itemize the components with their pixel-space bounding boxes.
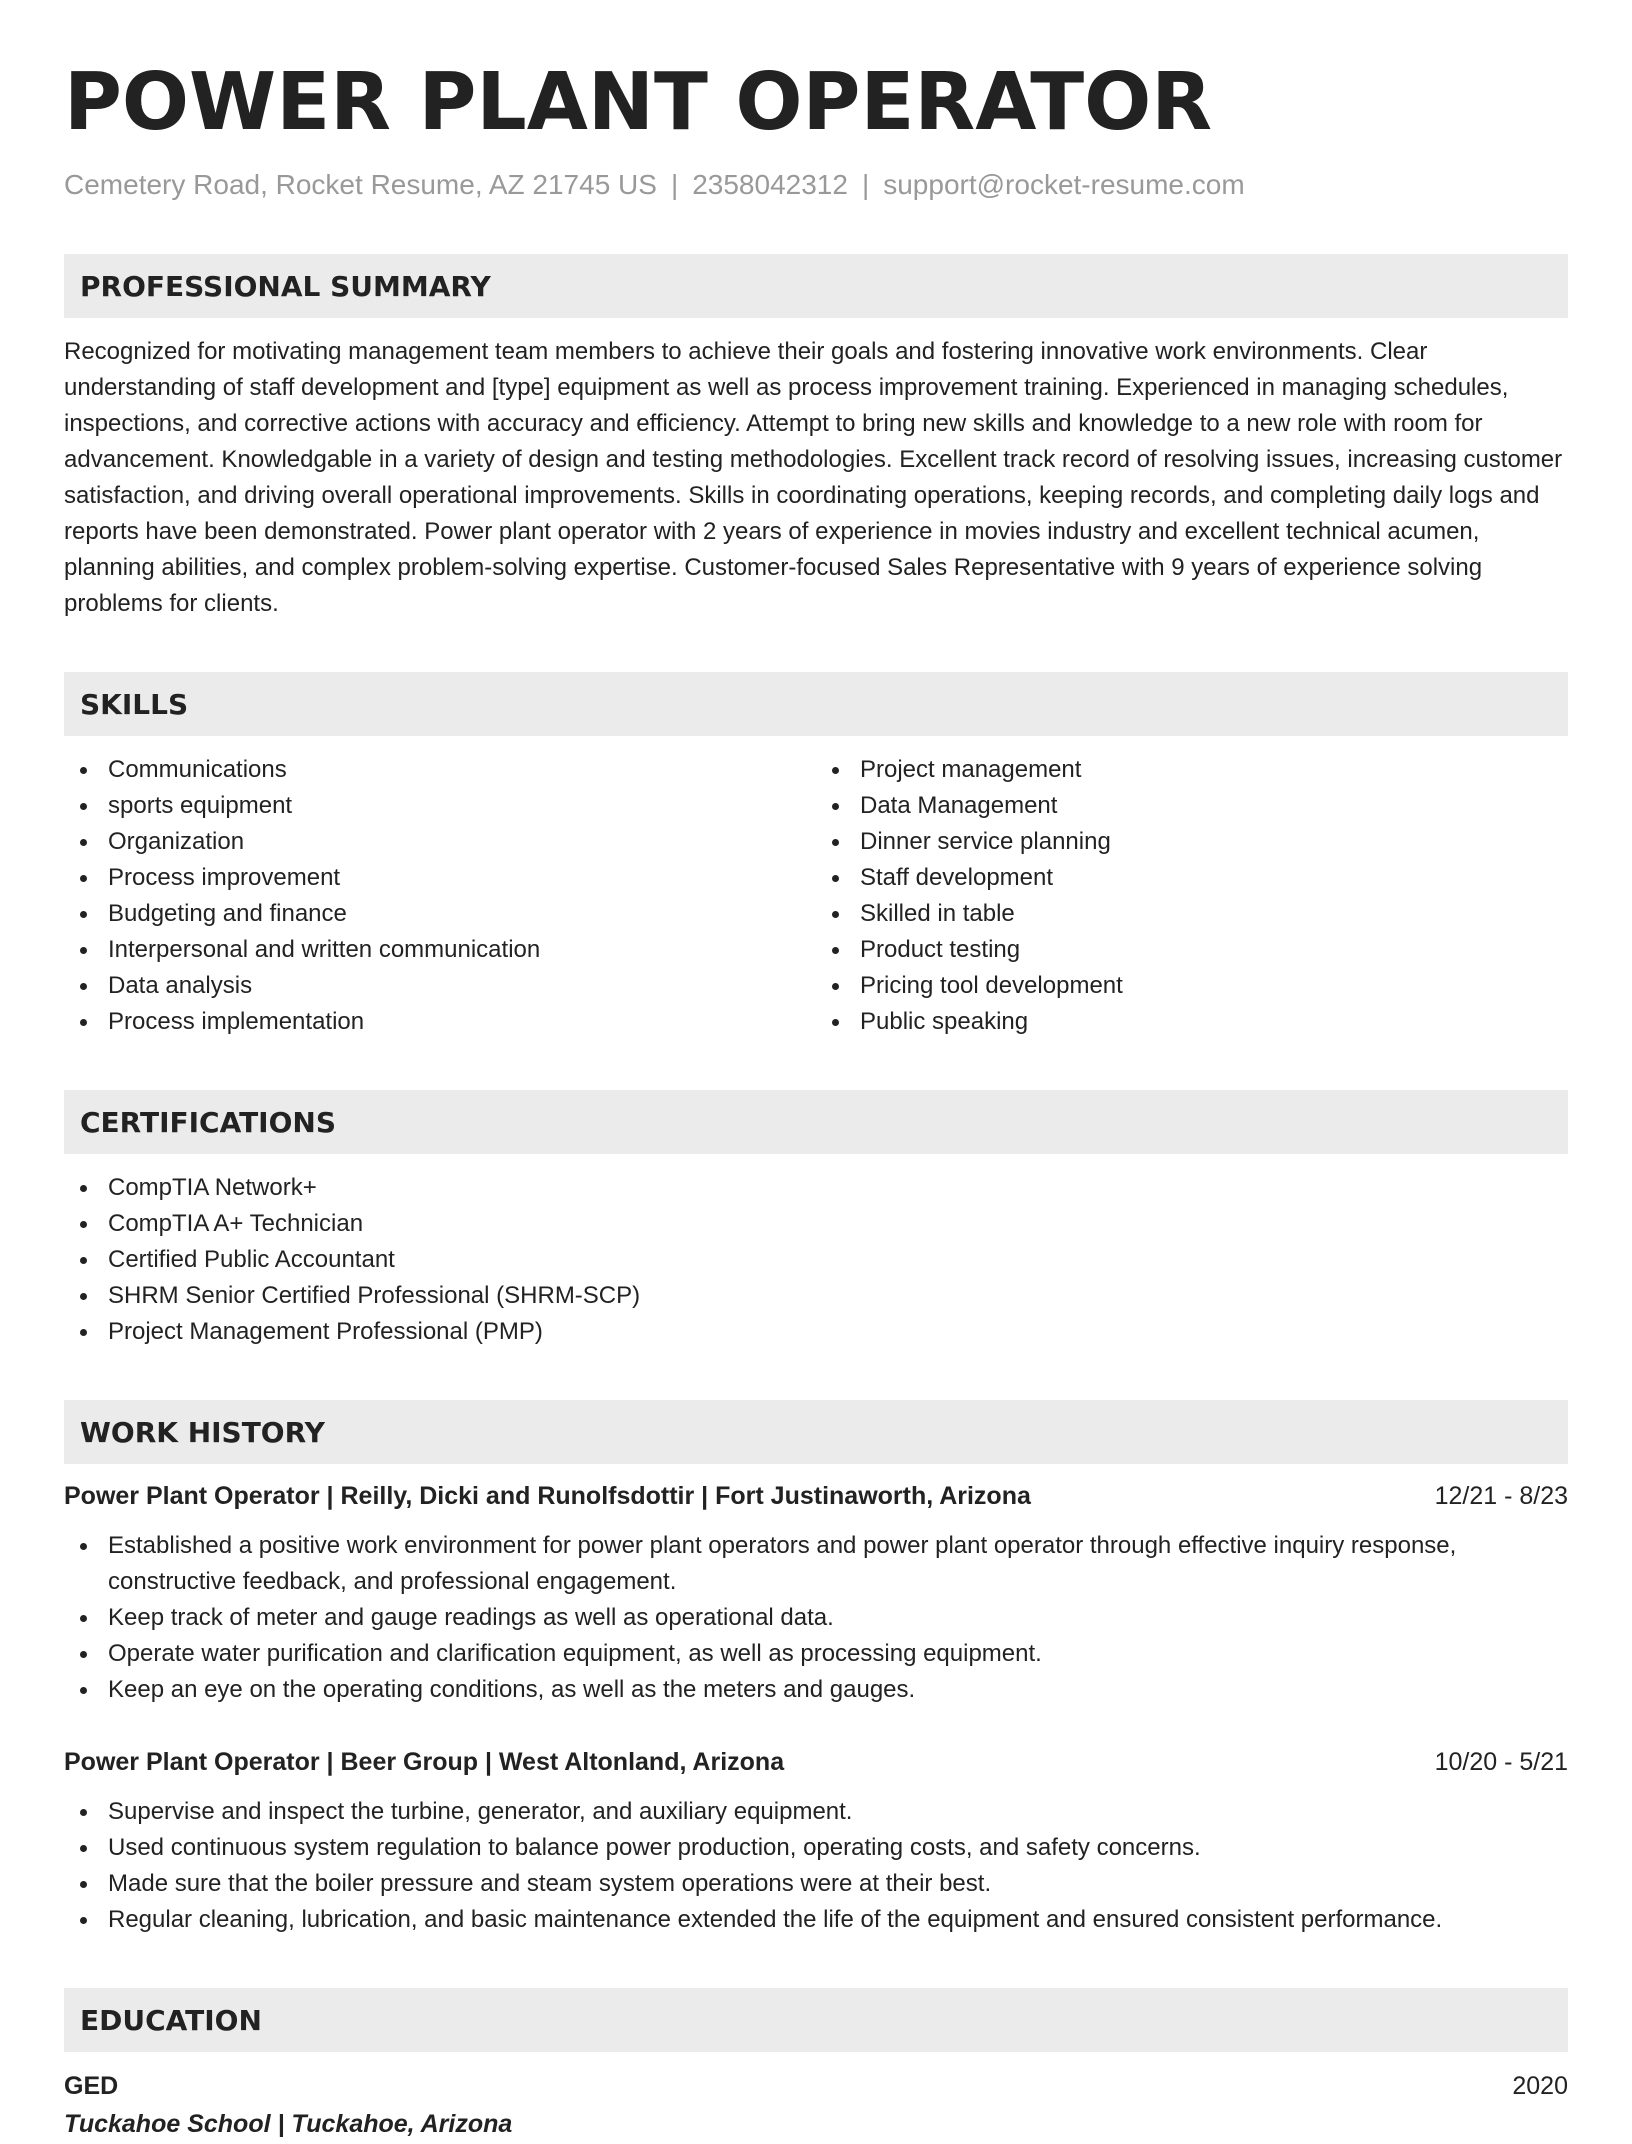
job-dates: 12/21 - 8/23 [1434,1482,1568,1510]
job-bullet: Keep an eye on the operating conditions, as well as the meters and gauges. [64,1672,1568,1708]
job-bullet: Regular cleaning, lubrication, and basic maintenance extended the life of the equipment and ensured consistent performance. [64,1902,1568,1938]
skill-item: Public speaking [816,1004,1568,1040]
contact-phone: 2358042312 [692,169,848,200]
contact-email: support@rocket-resume.com [883,169,1245,200]
skill-item: Organization [64,824,816,860]
skills-column-left [64,752,816,1040]
education-degree: GED [64,2072,119,2100]
contact-line [64,168,1568,202]
skills-left-list [64,752,816,1040]
job-bullets [64,1794,1568,1938]
education-year: 2020 [1512,2072,1568,2100]
job-title: Power Plant Operator | Reilly, Dicki and Runolfsdottir | Fort Justinaworth, Arizona [64,1482,1031,1510]
job-title: Power Plant Operator | Beer Group | West Altonland, Arizona [64,1748,785,1776]
skill-item: Process improvement [64,860,816,896]
certification-item: Certified Public Accountant [64,1242,1568,1278]
job-bullet: Supervise and inspect the turbine, generator, and auxiliary equipment. [64,1794,1568,1830]
certification-item: SHRM Senior Certified Professional (SHRM-SCP) [64,1278,1568,1314]
job-bullet: Made sure that the boiler pressure and steam system operations were at their best. [64,1866,1568,1902]
skills-heading: SKILLS [64,672,1568,736]
skill-item: Staff development [816,860,1568,896]
skill-item: Skilled in table [816,896,1568,932]
education-entry [64,2068,1568,2144]
skill-item: Pricing tool development [816,968,1568,1004]
skill-item: Data Management [816,788,1568,824]
job-bullet: Established a positive work environment for power plant operators and power plant operator through effective inquiry response, constructive feedback, and professional engagement. [64,1528,1568,1600]
skill-item: Product testing [816,932,1568,968]
skill-item: Communications [64,752,816,788]
work-history-heading: WORK HISTORY [64,1400,1568,1464]
skill-item: Interpersonal and written communication [64,932,816,968]
job-entry [64,1478,1568,1708]
skill-item: Project management [816,752,1568,788]
job-bullet: Operate water purification and clarification equipment, as well as processing equipment. [64,1636,1568,1672]
summary-text: Recognized for motivating management team members to achieve their goals and fostering innovative work environments. Clear understanding of staff development and [type] equipment as well as process improvement training. Experienced in managing schedules, inspections, and corrective actions with accuracy and efficiency. Attempt to bring new skills and knowledge to a new role with room for advancement. Knowledgable in a variety of design and testing methodologies. Excellent track record of resolving issues, increasing customer satisfaction, and driving overall operational improvements. Skills in coordinating operations, keeping records, and completing daily logs and reports have been demonstrated. Power plant operator with 2 years of experience in movies industry and excellent technical acumen, planning abilities, and complex problem-solving expertise. Customer-focused Sales Representative with 9 years of experience solving problems for clients. [64,338,1563,617]
skill-item: Dinner service planning [816,824,1568,860]
education-school: Tuckahoe School | Tuckahoe, Arizona [64,2110,513,2138]
job-dates: 10/20 - 5/21 [1434,1748,1568,1776]
skills-right-list [816,752,1568,1040]
job-bullet: Used continuous system regulation to balance power production, operating costs, and safety concerns. [64,1830,1568,1866]
job-bullet: Keep track of meter and gauge readings as well as operational data. [64,1600,1568,1636]
contact-address: Cemetery Road, Rocket Resume, AZ 21745 US [64,169,657,200]
certification-item: Project Management Professional (PMP) [64,1314,1568,1350]
certification-item: CompTIA Network+ [64,1170,1568,1206]
candidate-name: POWER PLANT OPERATOR [64,56,1213,148]
education-header [64,2068,1568,2104]
certifications-list [64,1170,1568,1350]
education-heading: EDUCATION [64,1988,1568,2052]
job-entry [64,1744,1568,1938]
job-header [64,1478,1568,1514]
contact-separator: | [670,169,679,200]
job-bullets [64,1528,1568,1708]
certification-item: CompTIA A+ Technician [64,1206,1568,1242]
skills-column-right [816,752,1568,1040]
summary-heading: PROFESSIONAL SUMMARY [64,254,1568,318]
certifications-heading: CERTIFICATIONS [64,1090,1568,1154]
job-header [64,1744,1568,1780]
skill-item: sports equipment [64,788,816,824]
certifications-bullets [64,1170,1568,1350]
skills-list [64,752,1568,1040]
skill-item: Budgeting and finance [64,896,816,932]
skill-item: Process implementation [64,1004,816,1040]
contact-separator: | [861,169,870,200]
skill-item: Data analysis [64,968,816,1004]
